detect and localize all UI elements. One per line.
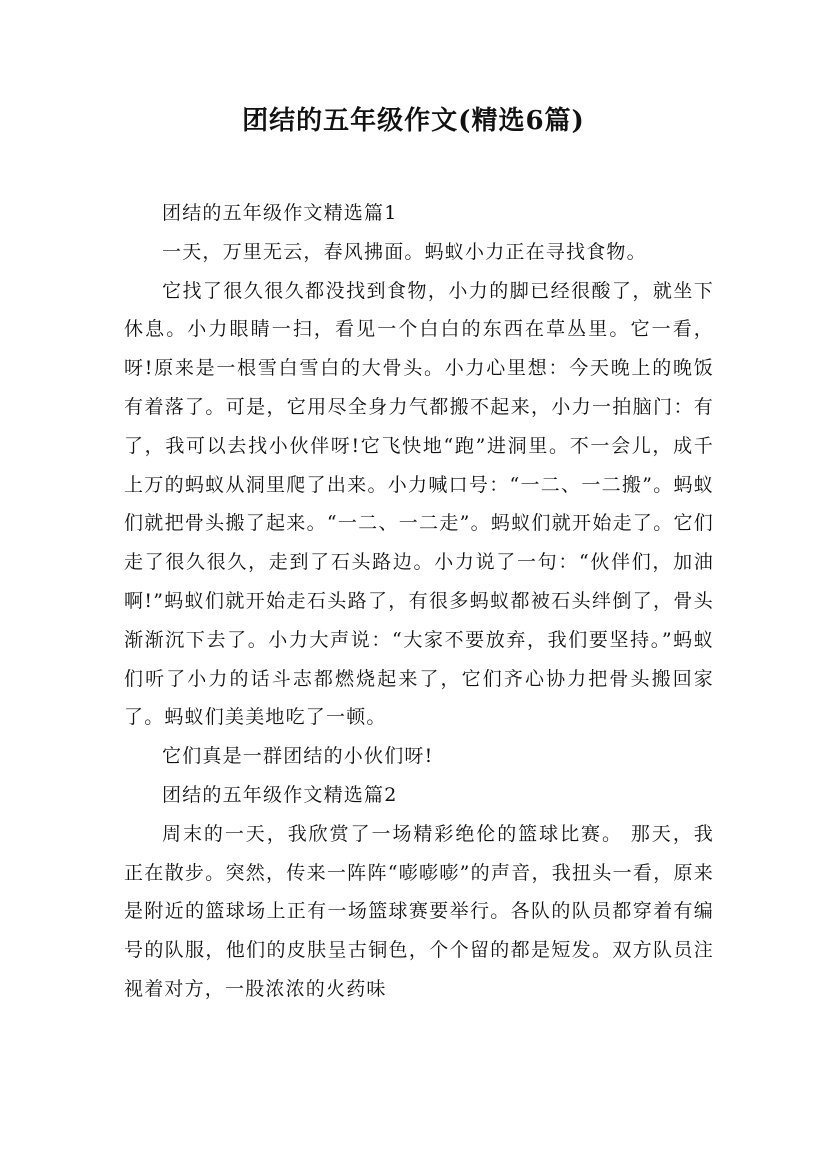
paragraph: 一天，万里无云，春风拂面。蚂蚁小力正在寻找食物。 bbox=[162, 240, 647, 263]
section-heading-2: 团结的五年级作文精选篇2 bbox=[162, 783, 398, 806]
paragraph: 它们真是一群团结的小伙们呀! bbox=[162, 745, 434, 768]
document-body bbox=[124, 194, 714, 1009]
section-heading-1: 团结的五年级作文精选篇1 bbox=[162, 202, 398, 224]
paragraph: 周末的一天，我欣赏了一场精彩绝伦的篮球比赛。 那天，我正在散步。突然，传来一阵阵“嘭嘭嘭”的声音，我扭头一看，原来是附近的篮球场上正有一场篮球赛要举行。各队的队员都穿着有编号的队服，他们的皮肤呈古铜色，个个留的都是短发。双方队员注视着对方，一股浓浓的火药味 bbox=[124, 822, 714, 1000]
paragraph: 它找了很久很久都没找到食物，小力的脚已经很酸了，就坐下休息。小力眼睛一扫，看见一个白白的东西在草丛里。它一看，呀!原来是一根雪白雪白的大骨头。小力心里想：今天晚上的晚饭有着落了。可是，它用尽全身力气都搬不起来，小力一拍脑门：有了，我可以去找小伙伴呀!它飞快地“跑”进洞里。不一会儿，成千上万的蚂蚁从洞里爬了出来。小力喊口号：“一二、一二搬”。蚂蚁们就把骨头搬了起来。“一二、一二走”。蚂蚁们就开始走了。它们走了很久很久，走到了石头路边。小力说了一句：“伙伴们，加油啊!”蚂蚁们就开始走石头路了，有很多蚂蚁都被石头绊倒了，骨头渐渐沉下去了。小力大声说：“大家不要放弃，我们要坚持。”蚂蚁们听了小力的话斗志都燃烧起来了，它们齐心协力把骨头搬回家了。蚂蚁们美美地吃了一顿。 bbox=[124, 279, 714, 729]
document-title: 团结的五年级作文(精选6篇) bbox=[242, 106, 585, 136]
